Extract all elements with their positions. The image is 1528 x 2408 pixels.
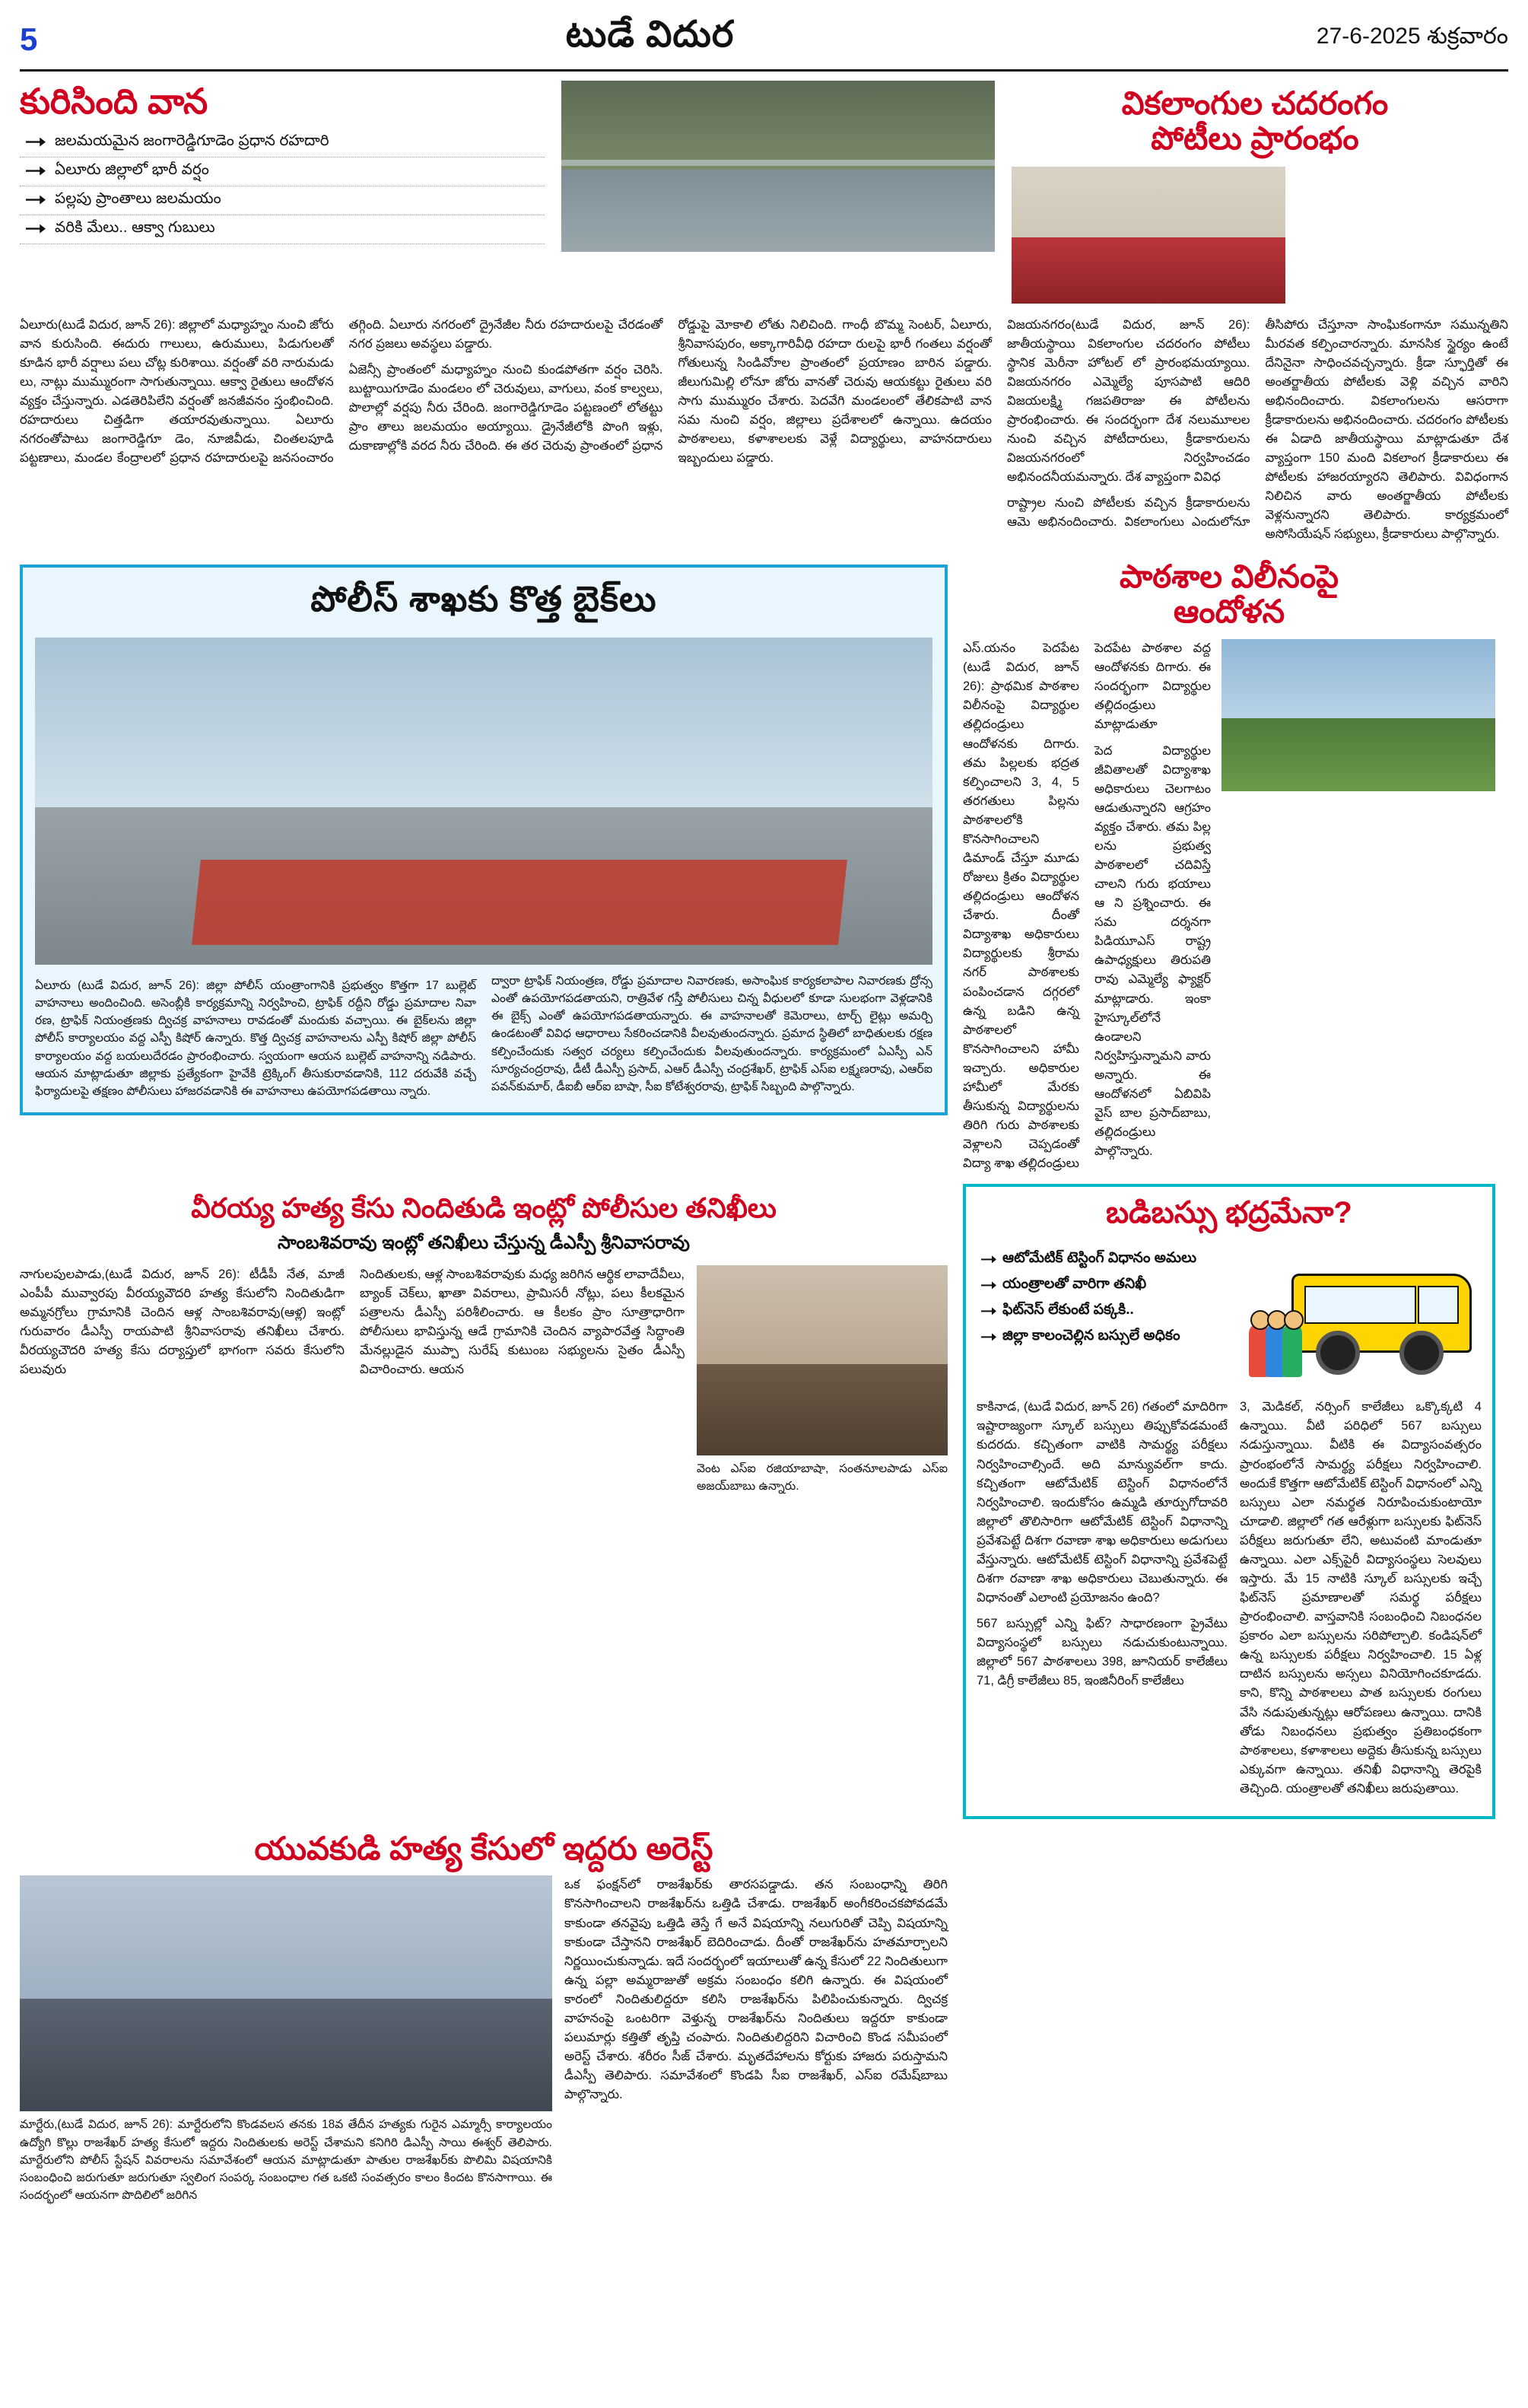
raid-section xyxy=(20,1184,1508,1819)
bus-wheel-icon xyxy=(1399,1331,1444,1375)
chess-headline-line2: పోటీలు ప్రారంభం xyxy=(1151,120,1359,157)
school-bus-illustration xyxy=(1244,1247,1482,1392)
bikes-photo xyxy=(35,638,932,965)
middle-section xyxy=(20,554,1508,1174)
raid-subhead: సాంబశివరావు ఇంట్లో తనిఖీలు చేస్తున్న డీఎస్పీ శ్రీనివాసరావు xyxy=(278,1232,690,1253)
paragraph: పెద విద్యార్థుల జీవితాలతో విద్యాశాఖ అధికారులు చెలగాటం ఆడుతున్నారని ఆగ్రహం వ్యక్తం చేశారు. తమ పిల్ల లను ప్రభుత్వ పాఠశాలలో చదివిస్తే చాలని గురు భయాలు ఆ ని ప్రశ్నించారు. ఈ సమ దర్శనగా పిడియూఎస్ రాష్ట్ర ఉపాధ్యక్షులు తిరుపతి రావు ఎమ్మెల్యే ఫ్యాక్టర్ మాట్లాడారు. ఇంకా హైస్కూల్‌లోనే ఉండాలని నిర్వహిస్తున్నామని వారు అన్నారు. ఈ ఆందోళనలో ఏబివిపి వైస్ బాల ప్రసాద్‌బాబు, తల్లిదండ్రులు పాల్గొన్నారు. xyxy=(1094,743,1211,1159)
chess-body xyxy=(1007,316,1508,545)
paragraph: మార్టేరు,(టుడే విదుర, జూన్ 26): మార్టేరులోని కొండవలస తనకు 18వ తేదీన హత్యకు గురైన ఎమ్మార్సీ కార్యాలయం ఉద్యోగి కొల్లు రాజశేఖర్ హత్య కేసులో ఇద్దరు నిందితులకు అరెస్ట్ చేశామని కనిగిరి డిఎస్పీ సాయి ఈశ్వర్ తెలిపారు. మార్టేరులోని పోలీస్ స్టేషన్ వివరాలను సమావేశంలో ఆయన మాట్లాడుతూ పాతుల రాజశేఖర్‌కు పొలిమి విషయానికి సంబంధించి జరుగుతూ జరుగుతూ స్వలింగ సంపర్క సంబంధాల గత ఒకటి సంవత్సరం కాలం కిందట కొనసాగాయి. ఈ సందర్భంలో ఆయనగా పొదిలిలో జరిగిన xyxy=(20,2118,552,2203)
paragraph: ద్వారా ట్రాఫిక్ నియంత్రణ, రోడ్డు ప్రమాదాల నివారణకు, అసాంఘిక కార్యకలాపాల నివారణకు ద్రోన్స ఎంతో ఉపయోగపడతాయని, రాత్రివేళ గస్తీ పోలీసులు చిన్న వీధులలో కూడా సులభంగా వెళ్లడానికి ఈ బైక్స్ ఎంతో ఉపయోగపడతాయన్నారు. ఈ వాహనాలతో కెమెరాలు, టార్చ్ లైట్లు అమర్చి ఉండటంతో వివిధ ఆధారాలు సేకరించడానికి వీలవుతుందన్నారు. ప్రమాద స్థితిలో బాధితులకు రక్షణ కల్పించేందుకు సత్వర చర్యలు కల్పించేందుకు వీలవుతుందన్నారు. కార్యక్రమంలో ఏఎస్పీ ఎన్ సూర్యచంద్రరావు, డీటీ డీఎస్పీ ప్రసాద్, ఎఆర్ డీఎస్పీ చంద్రశేఖర్, ట్రాఫిక్ ఎస్ఐ లక్ష్మణరావు, ఎఆర్ఐ పవన్‌కుమార్, డీఐబీ ఆర్ఐ బాషా, సీఐ కోటేశ్వరరావు, ట్రాఫిక్ సిబ్బంది పాల్గొన్నారు. xyxy=(491,974,932,1094)
paragraph: 3, మెడికల్, నర్సింగ్ కాలేజీలు ఒక్కొక్కటి 4 ఉన్నాయి. వీటి పరిధిలో 567 బస్సులు నడుస్తున్నాయి. వీటికి ఈ విద్యాసంవత్సరం ప్రారంభంలోనే సామర్థ్య పరీక్షలు నిర్వహించాలి. అందుకే కొత్తగా ఆటోమేటిక్ టెస్టింగ్ విధానంలో ఎన్ని బస్సులు ఎలా నమర్థత నిరూపించుకుంటాయో చూడాలి. జిల్లాలో గత ఆరేళ్లుగా బస్సులకు ఫిట్‌నెస్ పరీక్షలు జరుగుతూ లేని, అటువంటి మాండుతూ ఉన్నాయి. ఎలా ఎక్స్‌పైరీ విద్యాసంస్థలు సెలవులు ఇస్తారు. మే 15 నాటికి స్కూల్ బస్సులకు ఇచ్చే ఫిట్‌నెస్ ప్రమాణాలతో సమర్థ పరీక్షలు ప్రారంభించాలి. వాస్తవానికి సంబంధించి నిబంధనల ప్రకారం ఎలా బస్సులను సరిపోల్చాలి. కండిషన్‌లో ఉన్న బస్సులకు పరీక్షలు నిర్వహించాలి. 15 ఏళ్ల దాటిన బస్సులను అస్సలు వినియోగించకూడదు. కాని, కొన్ని పాఠశాలలు పాత బస్సులకు రంగులు వేసి నడుపుతున్నట్లు ఆరోపణలు ఉన్నాయి. దానికి తోడు నిబంధనలు ప్రభుత్వం ప్రతిబంధకంగా పాఠశాలలు, కళాశాలలు అద్దెకు తీసుకున్న బస్సులు ఎక్కువగా ఉన్నాయి. తనిఖీ విధానాన్ని తెరపైకి తెచ్చింది. యంత్రాలతో తనిఖీలు జరుపుతాయి. xyxy=(1240,1400,1482,1796)
paragraph: ఒక ఫంక్షన్‌లో రాజశేఖర్‌కు తారసపడ్డాడు. తన సంబంధాన్ని తిరిగి కొనసాగించాలని రాజశేఖర్‌ను ఒత్తిడి చేశాడు. రాజశేఖర్ అంగీకరించకపోవడమే కాకుండా తనవైపు ఒత్తిడి తెస్తే గే అనే విషయాన్ని నలుగురితో చెప్పి విషయాన్ని కాకుండా చేస్తానని రాజశేఖర్ బెదిరించాడు. దీంతో రాజశేఖర్‌ను హతమార్చాలని నిర్ణయించుకున్నాడు. ఇదే సందర్భంలో ఇయాలుతో ఉన్న కేసులో 22 నిందితులుగా ఉన్న పల్లా అమ్మరాజుతో అక్రమ సంబంధం కలిగి ఉన్నారు. ఈ విషయంలో కారంలో నిందితులిద్దరూ కలిసి రాజశేఖర్‌ను పిలిపించుకున్నారు. ద్విచక్ర వాహనంపై ఒంటరిగా వెళ్తున్న రాజశేఖర్‌ను నిందితులు ఇద్దరూ కాకుండా పలుమార్లు కత్తితో తృప్తి చంపారు. నిందితులిద్దరిని విచారించి కొండ సమీపంలో అరెస్ట్ చేశారు. శరీరం సీజ్ చేశారు. మృతదేహాలను కోర్టుకు హాజరు పరుస్తామని డీఎస్పీ తెలిపారు. సమావేశంలో కొండపి సీఐ రాజశేఖర్, ఎస్ఐ రమేష్‌బాబు పాల్గొన్నారు. xyxy=(564,1878,948,2102)
student-icon xyxy=(1282,1324,1302,1377)
story-rain xyxy=(20,81,545,308)
story-raid xyxy=(20,1184,948,1495)
paragraph: రాష్ట్రాల నుంచి పోటీలకు వచ్చిన క్రీడాకారులను ఆమె అభినందించారు. వికలాంగులు ఎందులోనూ తీసిపోరు చేస్తూనా సాంఘికంగానూ సమున్నతిని మీరవత కల్పించారన్నారు. మానసిక స్థైర్యం ఉంటే దేనినైనా సాధించవచ్చన్నారు. క్రీడా స్ఫూర్తితో ఈ అంతర్జాతీయ పోటీలకు వెళ్లి వచ్చిన వారిని అభినందించారు. వికలాంగులను ఆసరాగా క్రీడాకారులను అభినందించారు. చదరంగం పోటీలకు ఈ ఏడాది జాతీయస్థాయి మాట్లాడుతూ దేశ వ్యాప్తంగా 150 మంది వికలాంగ క్రీడాకారులు ఈ పోటీలకు హాజరయ్యారని తెలిపారు. వివిధంగాన నిలిచిన వారు అంతర్జాతీయ పోటీలకు వెళ్లనున్నారని తెలిపారు. కార్యక్రమంలో అసోసియేషన్ సభ్యులు, క్రీడాకారులు పాల్గొన్నారు. xyxy=(1007,317,1508,542)
list-item: ఫిట్‌నెస్ లేకుంటే పక్కకి.. xyxy=(977,1299,1235,1325)
top-section xyxy=(20,81,1508,308)
arrest-photo xyxy=(20,1875,552,2111)
raid-photo-caption: వెంట ఎస్ఐ రజియాబాషా, సంతనూలపాడు ఎస్ఐ అజయ్‌బాబు ఉన్నారు. xyxy=(697,1462,948,1493)
list-item: యంత్రాలతో వారిగా తనిఖీ xyxy=(977,1273,1235,1299)
paragraph: 567 బస్సుల్లో ఎన్ని ఫిట్? సాధారణంగా ప్రైవేటు విద్యాసంస్థలో బస్సులు నడుచుకుంటున్నాయి. జిల్లాలో 567 పాఠశాలలు 398, జూనియర్ కాలేజీలు 71, డిగ్రీ కాలేజీలు 85, ఇంజినీరింగ్ కాలేజీలు xyxy=(977,1617,1228,1688)
bikes-headline: పోలీస్ శాఖకు కొత్త బైక్‌లు xyxy=(310,578,657,619)
bus-headline: బడిబస్సు భద్రమేనా? xyxy=(1106,1196,1352,1230)
bus-bullet-list xyxy=(977,1247,1235,1350)
list-item: వరికి మేలు.. ఆక్వా గుబులు xyxy=(20,215,545,244)
paragraph: కాకినాడ, (టుడే విదుర, జూన్ 26) గతంలో మాదిరిగా ఇష్టారాజ్యంగా స్కూల్ బస్సులు తిప్పుకోవడమంటే కుదరదు. కచ్చితంగా వాటికి సామర్థ్య పరీక్షలు నిర్వహించాల్సిందే. అది మాన్యువల్‌గా కాదు. కచ్చితంగా ఆటోమేటిక్ టెస్టింగ్ విధానంలోనే నిర్వహించాలి. ఇందుకోసం ఉమ్మడి తూర్పుగోదావరి జిల్లాలో తొలిసారిగా ఆటోమేటిక్ టెస్టింగ్ విధానాన్ని ప్రవేశపెట్టే దిశగా రవాణా శాఖ అధికారులు అడుగులు వేస్తున్నారు. ఆటోమేటిక్ టెస్టింగ్ విధానాన్ని ప్రవేశపెట్టే దిశగా రవాణా శాఖ అధికారులు చెబుతున్నారు. ఈ విధానంతో ఎలాంటి ప్రయోజనం ఉంది? xyxy=(977,1400,1228,1605)
bus-wheel-icon xyxy=(1316,1331,1360,1375)
paragraph: ఏజెన్సీ ప్రాంతంలో మధ్యాహ్నం నుంచి కుండపోతగా వర్షం చెరిసి. బుట్టాయిగూడెం మండలం లో చెరువులు, వాగులు, వంక కాల్వలు, పొలాల్లో వర్షపు నీరు చేరింది. జంగారెడ్డిగూడెం పట్టణంలో లోతట్టు ప్రాం తాలు జలమయం అయ్యాయి. డ్రైనేజీలోకి పొంగి ఇళ్లు, దుకాణాల్లోకి వరద నీరు చేరింది. ఈ తర చెరువు ప్రాంతంలో ప్రధాన రోడ్డుపై మోకాలి లోతు నిలిచింది. గాంధీ బొమ్మ సెంటర్, ఏలూరు, శ్రీనివాసపురం, అక్కాగారివీధి రహదా రులపై భారీ గంతలు వర్షంతో గోతులున్న సిండివోూల ప్రాంతంలో ప్రయాణం బారిన పడ్డారు. జీలుగుమిల్లి లోనూ జోరు వానతో చెరువు ఆయకట్టు రైతులు వరి సాగు ముమ్మురం చేశారు. పెదవేగి మండలంలో తేలికపాటి వాన సమ నుంచి వర్షం, జిల్లాలు ప్రదేశాలలో ఉన్నాయి. ఉదయం పాఠశాలలు, కళాశాలలకు వెళ్లే విద్యార్థులు, వాహనదారులు ఇబ్బందులు పడ్డారు. xyxy=(348,317,993,466)
story-school-merge xyxy=(963,554,1495,1174)
page-number: 5 xyxy=(20,21,38,57)
list-item: ఏలూరు జిల్లాలో భారీ వర్షం xyxy=(20,157,545,186)
story-arrest xyxy=(20,1830,948,2205)
flood-photo xyxy=(561,81,995,252)
flood-photo-column xyxy=(561,81,995,308)
rain-headline: కురిసింది వాన xyxy=(20,81,208,121)
top-body-row xyxy=(20,316,1508,545)
list-item: ఆటోమేటిక్ టెస్టింగ్ విధానం అమలు xyxy=(977,1247,1235,1273)
raid-photo xyxy=(697,1265,948,1455)
publication-date: 27-6-2025 శుక్రవారం xyxy=(1316,24,1508,49)
story-chess xyxy=(1012,81,1498,308)
chess-headline-line1: వికలాంగుల చదరంగం xyxy=(1121,85,1389,121)
arrest-headline: యువకుడి హత్య కేసులో ఇద్దరు అరెస్ట్ xyxy=(254,1830,713,1866)
school-headline-line1: పాఠశాల విలీనంపై xyxy=(1120,558,1339,594)
masthead xyxy=(20,14,1508,72)
list-item: జలమయమైన జంగారెడ్డిగూడెం ప్రధాన రహదారి xyxy=(20,129,545,157)
paragraph: ఏలూరు(టుడే విదుర, జూన్ 26): జిల్లాలో మధ్యాహ్నం నుంచి జోరు వాన కురుసింది. ఈదురు గాలులు, ఉరుములు, పిడుగులతో కూడిన భారీ వర్షాలు పలు చోట్ల కురిశాయి. వర్షంతో వరి నారుమడు లు, నాట్లు ముమ్మురంగా సాగుతున్నాయి. ఆక్వా రైతులు ఆందోళన వ్యక్తం చేస్తున్నారు. ఎడతెరిపిలేని వర్షంతో జనజీవనం స్తంభించింది. రహదారులు చిత్తడిగా తయారవుతున్నాయి. ఏలూరు నగరంతోపాటు జంగారెడ్డిగూ డెం, నూజివీడు, చింతలపూడి పట్టణాలు, మండల కేంద్రాలలో ప్రధాన రహదారులపై జనసంచారం తగ్గింది. ఏలూరు నగరంలో ద్రైనేజీల నీరు రహదారులపై చేరడంతో నగర ప్రజలు అవస్థలు పడ్డారు. xyxy=(20,317,663,466)
chess-hall-photo xyxy=(1012,167,1285,304)
paper-title: టుడే విదుర xyxy=(565,14,735,55)
paragraph: ఎస్.యనం పెదపేట (టుడే విదుర, జూన్ 26): ప్రాథమిక పాఠశాల విలీనంపై విద్యార్థుల తల్లిదండ్రులు ఆందోళనకు దిగారు. తమ పిల్లలకు భద్రత కల్పించాలని 3, 4, 5 తరగతులు పిల్లను పాఠశాలలోకి కొనసాగించాలని డిమాండ్ చేస్తూ మూడు రోజులు క్రితం విద్యార్థుల తల్లిదండ్రులు ఆందోళన చేశారు. దీంతో విద్యాశాఖ అధికారులు విద్యార్థులకు శ్రీరామ నగర్ పాఠశాలకు పంపించడాన దగ్గరలో ఉన్న బడిని ఉన్న పాఠశాలలో కొనసాగించాలని హామీ ఇచ్చారు. అధికారుల హామీలో మేరకు తీసుకున్న విద్యార్థులను తిరిగి గురు పాఠశాలకు వెళ్లాలని చెప్పడంతో విద్యా శాఖ తల్లిదండ్రులు పెదపేట పాఠశాల వద్ద ఆందోళనకు దిగారు. ఈ సందర్భంగా విద్యార్థుల తల్లిదండ్రులు మాట్లాడుతూ xyxy=(963,641,1211,1171)
rain-body xyxy=(20,316,992,545)
paragraph: నాగులపులపాడు,(టుడే విదుర, జూన్ 26): టీడీపీ నేత, మాజీ ఎంపీపీ మువ్వారపు వీరయ్యవౌదరి హత్య కేసులోని నిందితుడిగా అమ్మనగ్రోలు గ్రామానికి చెందిన ఆళ్ల సాంబశివరావు(ఆళ్ల) ఇంట్లో గురువారం డీఎస్పీ రాయపాటి శ్రీనివాసరావు తనిఖీలు చేశారు. వీరయ్యచౌదరి హత్య కేసు దర్యాప్తులో భాగంగా సవరు కేసులోని పలువురు xyxy=(20,1267,345,1376)
school-photo xyxy=(1221,639,1495,791)
paragraph: ఏలూరు (టుడే విదుర, జూన్ 26): జిల్లా పోలీస్ యంత్రాంగానికి ప్రభుత్వం కొత్తగా 17 బుల్లెట్ వాహనాలు అందించింది. అసెంబ్లీకి కార్యక్రమాన్ని నిర్వహించి, ట్రాఫిక్ రద్దీని రోడ్డు ప్రమాదాల నివా రణ, ట్రాఫిక్ నియంత్రణకు ద్విచక్ర వాహనాలు రావడంతో మందుకు వచ్చాయి. ఈ బైక్‌లను జిల్లా పోలీస్ కార్యాలయం వద్ద ఎస్పీ కిషోర్ ఉన్నారు. కొత్త ద్విచక్ర వాహనాలను ఎస్పీ కిషోర్ జిల్లా పోలీస్ కార్యాలయం వద్ద బయలుదేరడం ప్రారంభించారు. స్వయంగా ఆయన బుల్లెట్ వాహనాన్ని నడిపారు. ఆయన మాట్లాడుతూ జిల్లాకు ప్రత్యేకంగా హైవేకి ట్రెక్కింగ్ తీసుకురావడానికి, 112 దరువేకి వచ్చే ఫిర్యాదులపై తక్షణం పోలీసులు హాజరవడానికి ఈ వాహనాలు ఉపయోగపడతాయి న్నారు. xyxy=(35,978,476,1099)
story-school-bus xyxy=(963,1184,1495,1819)
story-new-bikes xyxy=(20,565,948,1116)
rain-bullet-list xyxy=(20,129,545,244)
raid-headline: వీరయ్య హత్య కేసు నిందితుడి ఇంట్లో పోలీసుల తనిఖీలు xyxy=(191,1192,777,1224)
list-item: పల్లపు ప్రాంతాలు జలమయం xyxy=(20,186,545,215)
list-item: జిల్లా కాలంచెల్లిన బస్సులే అధికం xyxy=(977,1325,1235,1350)
bus-window-icon xyxy=(1304,1286,1416,1323)
paragraph: విజయనగరం(టుడే విదుర, జూన్ 26): జాతీయస్థాయి వికలాంగుల చదరంగం పోటీలు స్థానిక మెరీనా హోటల్ లో ప్రారంభమయ్యాయి. విజయనగరం ఎమ్మెల్యే పూసపాటి ఆదిరి విజయలక్ష్మి గజపతిరాజు ఈ పోటీలను ప్రారంభించారు. ఈ సందర్భంగా దేశ నలుమూలల నుంచి వచ్చిన పోటీదారులు, క్రీడాకారులను విజయనగరంలో నిర్వహించడం అభినందనీయమన్నారు. దేశ వ్యాప్తంగా వివిధ xyxy=(1007,317,1250,485)
paragraph: నిందితులకు, ఆళ్ల సాంబశివరావుకు మధ్య జరిగిన ఆర్థిక లావాదేవీలు, బ్యాంక్ చెక్‌లు, ఖాతా వివరాలు, ప్రామిసరీ నోట్లు, పలు కీలకమైన పత్రాలను డీఎస్పీ పరిశీలించారు. ఆ కీలకం ప్రాం సూత్రాధారిగా పోలీసులు భావిస్తున్న ఆడే గ్రామానికి చెందిన వ్యాపారవేత్త సిద్ధాంతి మేనల్లుడైన ముప్పా సురేష్ కుటుంబ సభ్యులను సైతం డీఎస్పీ విచారించారు. ఆయన xyxy=(360,1267,685,1376)
school-headline-line2: ఆందోళన xyxy=(1173,593,1285,629)
bus-window-icon xyxy=(1418,1286,1460,1323)
